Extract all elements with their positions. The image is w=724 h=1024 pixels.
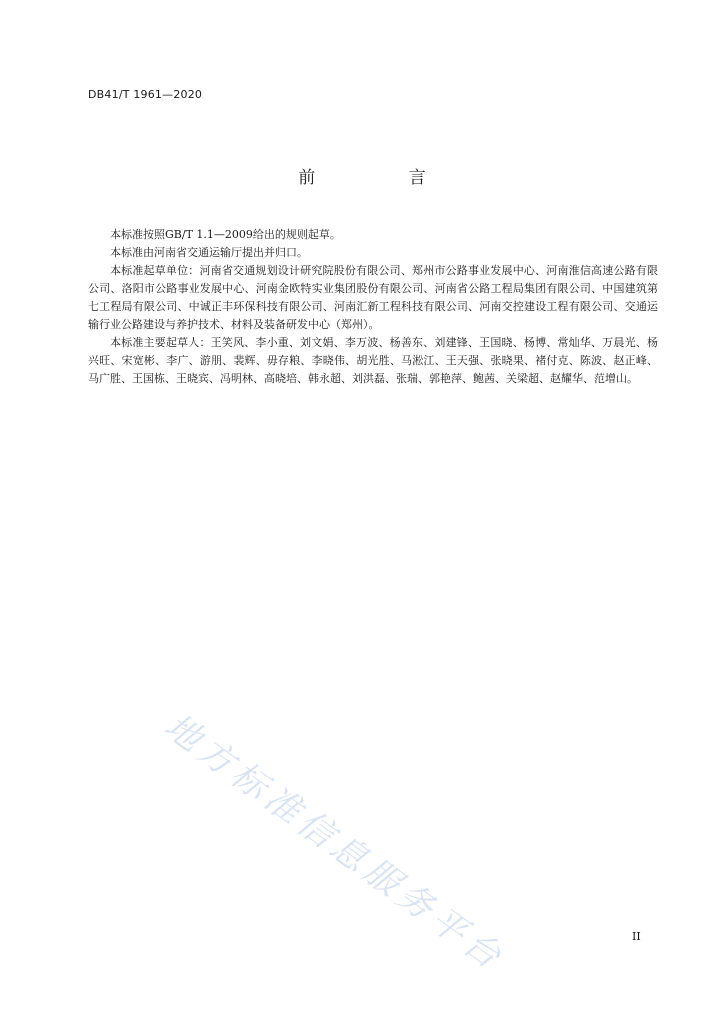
page-number: II (632, 930, 641, 943)
standard-code: DB41/T 1961—2020 (88, 88, 203, 101)
paragraph-drafters: 本标准主要起草人：王笑风、李小重、刘文娟、李万波、杨善东、刘建锋、王国晓、杨博、常灿华、万晨光、杨兴旺、宋宽彬、李广、游朋、裴辉、毋存粮、李晓伟、胡光胜、马淞江、王天强、张晓果、褚付克、陈波、赵正峰、马广胜、王国栋、王晓宾、冯明林、高晓培、韩永超、刘洪磊、张瑞、郭艳萍、鲍茜、关梁超、赵耀华、范增山。 (88, 336, 658, 385)
paragraph-drafting-rules: 本标准按照GB/T 1.1—2009给出的规则起草。 (110, 228, 341, 241)
page-title: 前 言 (298, 168, 470, 188)
document-body (88, 226, 658, 388)
watermark: 地方标准信息服务平台 (156, 706, 513, 980)
paragraph-proposer: 本标准由河南省交通运输厅提出并归口。 (110, 246, 308, 259)
paragraph-drafting-units: 本标准起草单位：河南省交通规划设计研究院股份有限公司、郑州市公路事业发展中心、河南淮信高速公路有限公司、洛阳市公路事业发展中心、河南金欧特实业集团股份有限公司、河南省公路工程局集团有限公司、中国建筑第七工程局有限公司、中诚正丰环保科技有限公司、河南汇新工程科技有限公司、河南交控建设工程有限公司、交通运输行业公路建设与养护技术、材料及装备研发中心（郑州）。 (88, 264, 658, 331)
